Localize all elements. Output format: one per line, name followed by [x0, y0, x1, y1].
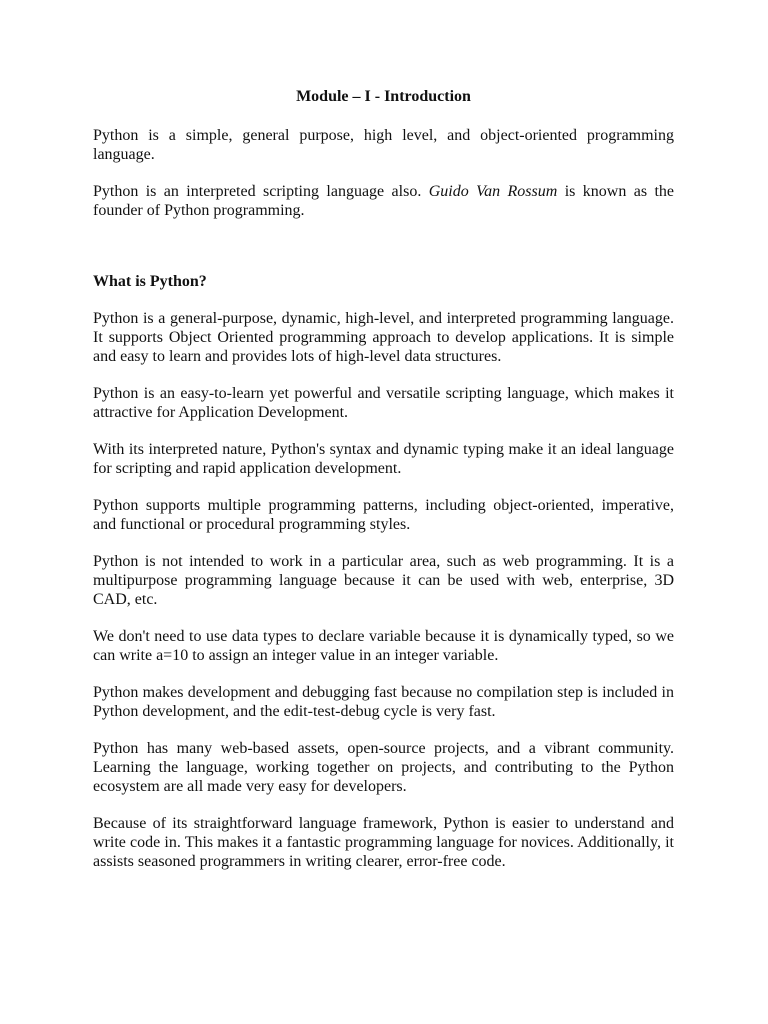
body-paragraph-9: Because of its straightforward language framework, Python is easier to understand and write code in. This makes it a fantastic programming language for novices. Additionally, it assists seasoned programmers in writing clearer, error-free code. — [93, 815, 674, 870]
body-paragraph-2: Python is an easy-to-learn yet powerful and versatile scripting language, which makes it attractive for Application Development. — [93, 385, 674, 421]
body-paragraph-1: Python is a general-purpose, dynamic, high-level, and interpreted programming language. It supports Object Oriented programming approach to develop applications. It is simple and easy to learn and provides lots of high-level data structures. — [93, 310, 674, 365]
body-paragraph-4: Python supports multiple programming patterns, including object-oriented, imperative, and functional or procedural programming styles. — [93, 497, 674, 533]
intro-paragraph-2-text-after: is known as the founder of Python programming. — [93, 183, 674, 219]
document-body — [93, 86, 674, 889]
document-title: Module – I - Introduction — [296, 88, 471, 105]
intro-paragraph-2 — [93, 182, 674, 220]
intro-paragraph-1: Python is a simple, general purpose, high level, and object-oriented programming language. — [93, 127, 674, 163]
body-paragraph-3: With its interpreted nature, Python's syntax and dynamic typing make it an ideal language for scripting and rapid application development. — [93, 441, 674, 477]
section-spacer — [93, 238, 674, 272]
section-heading: What is Python? — [93, 273, 207, 290]
body-paragraph-8: Python has many web-based assets, open-source projects, and a vibrant community. Learning the language, working together on projects, and contributing to the Python ecosystem are all made very easy for developers. — [93, 740, 674, 795]
body-paragraph-6: We don't need to use data types to declare variable because it is dynamically typed, so we can write a=10 to assign an integer value in an integer variable. — [93, 628, 674, 664]
body-paragraph-7: Python makes development and debugging fast because no compilation step is included in Python development, and the edit-test-debug cycle is very fast. — [93, 684, 674, 720]
founder-name: Guido Van Rossum — [428, 183, 558, 200]
intro-paragraph-2-text-before: Python is an interpreted scripting language also. — [93, 183, 429, 200]
body-paragraph-5: Python is not intended to work in a particular area, such as web programming. It is a multipurpose programming language because it can be used with web, enterprise, 3D CAD, etc. — [93, 553, 674, 608]
